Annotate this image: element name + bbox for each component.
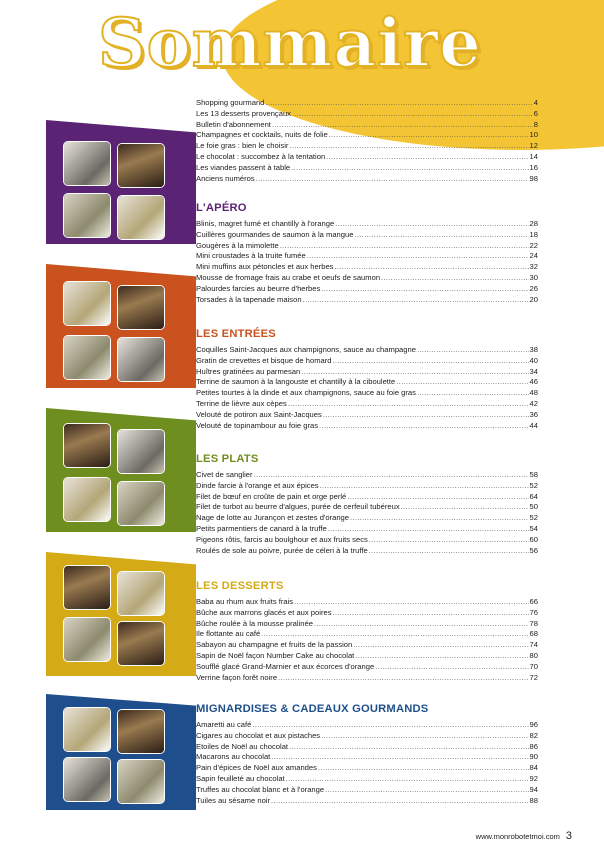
toc-entry[interactable]: Mousse de fromage frais au crabe et oeufs de saumon ..... 30 (196, 273, 538, 284)
toc-entry[interactable]: Etoiles de Noël au chocolat ..... 86 (196, 742, 538, 753)
toc-entry[interactable]: Coquilles Saint-Jacques aux champignons, sauce au champagne ..... 38 (196, 345, 538, 356)
section-heading: LES DESSERTS (196, 580, 284, 592)
page-title: Sommaire (98, 4, 482, 82)
toc-entry[interactable]: Tuiles au sésame noir ..... 88 (196, 796, 538, 807)
section-mignardises (196, 702, 538, 806)
toc-entry[interactable]: Anciens numéros ..... 98 (196, 174, 538, 185)
toc-entry[interactable]: Bûche roulée à la mousse pralinée ..... 78 (196, 619, 538, 630)
toc-entry[interactable]: Filet de bœuf en croûte de pain et orge perlé ..... 64 (196, 492, 538, 503)
toc-entry[interactable]: Le foie gras : bien le choisir ..... 12 (196, 141, 538, 152)
section-entrees (196, 327, 538, 431)
toc-entry[interactable]: Champagnes et cocktails, nuits de folie ..... 10 (196, 130, 538, 141)
photo-torsades (118, 144, 164, 187)
photo-amaretti (64, 708, 110, 751)
toc-entry[interactable]: Verrine façon forêt noire ..... 72 (196, 673, 538, 684)
toc-entry[interactable]: Civet de sanglier ..... 58 (196, 470, 538, 481)
photo-veloute (64, 282, 110, 325)
photo-muffins (64, 194, 110, 237)
section-heading: LES PLATS (196, 453, 259, 465)
photo-cuilleres (118, 196, 164, 239)
toc-entry[interactable]: Velouté de potiron aux Saint-Jacques ..... 36 (196, 410, 538, 421)
toc-entry[interactable]: Les 13 desserts provençaux ..... 6 (196, 109, 538, 120)
toc-entry[interactable]: Sapin de Noël façon Number Cake au chocolat ..... 80 (196, 651, 538, 662)
page-number: 3 (565, 830, 572, 842)
photo-pain-epices (64, 758, 110, 801)
tab-entrees (46, 264, 196, 388)
toc-entry[interactable]: Cuillères gourmandes de saumon à la mangue ..... 18 (196, 230, 538, 241)
section-heading: LES ENTRÉES (196, 328, 276, 340)
toc-entry[interactable]: Roulés de sole au poivre, purée de céleri à la truffe ..... 56 (196, 546, 538, 557)
toc-entry[interactable]: Bûche aux marrons glacés et aux poires ..... 76 (196, 608, 538, 619)
photo-verrine (64, 566, 110, 609)
toc-entry[interactable]: Gratin de crevettes et bisque de homard ..... 40 (196, 356, 538, 367)
toc-entry[interactable]: Pain d'épices de Noël aux amandes ..... 84 (196, 763, 538, 774)
section-heading: L'APÉRO (196, 202, 247, 214)
tab-desserts (46, 552, 196, 676)
photo-ile-flottante (64, 618, 110, 661)
toc-entry[interactable]: Torsades à la tapenade maison ..... 20 (196, 295, 538, 306)
section-heading: MIGNARDISES & CADEAUX GOURMANDS (196, 703, 429, 715)
toc-entry[interactable]: Sabayon au champagne et fruits de la passion ..... 74 (196, 640, 538, 651)
toc-entry[interactable]: Les viandes passent à table ..... 16 (196, 163, 538, 174)
toc-entry[interactable]: Bulletin d'abonnement ..... 8 (196, 120, 538, 131)
photo-sabayon (118, 572, 164, 615)
toc-entry[interactable]: Le chocolat : succombez à la tentation ..... 14 (196, 152, 538, 163)
photo-lotte (64, 478, 110, 521)
toc-entry[interactable]: Filet de turbot au beurre d'algues, purée de cerfeuil tubéreux ..... 50 (196, 502, 538, 513)
toc-entry[interactable]: Soufflé glacé Grand-Marnier et aux écorces d'orange ..... 70 (196, 662, 538, 673)
tab-apero (46, 120, 196, 244)
toc-entry[interactable]: Shopping gourmand ..... 4 (196, 98, 538, 109)
photo-terrine (118, 338, 164, 381)
toc-entry[interactable]: Terrine de saumon à la langouste et chantilly à la ciboulette ..... 46 (196, 377, 538, 388)
photo-baba (118, 622, 164, 665)
page-footer (476, 830, 572, 842)
photo-cigares (118, 710, 164, 753)
photo-dinde (118, 482, 164, 525)
toc-entry[interactable]: Ile flottante au café ..... 68 (196, 629, 538, 640)
intro-list (196, 98, 538, 184)
tab-mignardises (46, 694, 196, 810)
toc-entry[interactable]: Blinis, magret fumé et chantilly à l'orange ..... 28 (196, 219, 538, 230)
toc-entry[interactable]: Nage de lotte au Jurançon et zestes d'orange ..... 52 (196, 513, 538, 524)
toc-entry[interactable]: Gougères à la mimolette ..... 22 (196, 241, 538, 252)
photo-tourtes (118, 286, 164, 329)
section-desserts (196, 579, 538, 683)
photo-macarons (118, 760, 164, 803)
toc-entry[interactable]: Macarons au chocolat ..... 90 (196, 752, 538, 763)
toc-entry[interactable]: Amaretti au café ..... 96 (196, 720, 538, 731)
tab-plats (46, 408, 196, 532)
toc-entry[interactable]: Pigeons rôtis, farcis au boulghour et aux fruits secs ..... 60 (196, 535, 538, 546)
toc-entry[interactable]: Mini muffins aux pétoncles et aux herbes ..... 32 (196, 262, 538, 273)
photo-gratin (64, 336, 110, 379)
toc-entry[interactable]: Palourdes farcies au beurre d'herbes ..... 26 (196, 284, 538, 295)
section-apero (196, 201, 538, 305)
photo-civet (64, 424, 110, 467)
website-link[interactable]: www.monrobotetmoi.com (475, 832, 560, 841)
toc-entry[interactable]: Mini croustades à la truite fumée ..... 24 (196, 251, 538, 262)
toc-entry[interactable]: Petites tourtes à la dinde et aux champignons, sauce au foie gras ..... 48 (196, 388, 538, 399)
toc-entry[interactable]: Sapin feuilleté au chocolat ..... 92 (196, 774, 538, 785)
toc-entry[interactable]: Velouté de topinambour au foie gras ..... 44 (196, 421, 538, 432)
section-plats (196, 452, 538, 556)
toc-entry[interactable]: Cigares au chocolat et aux pistaches ..... 82 (196, 731, 538, 742)
toc-entry[interactable]: Truffes au chocolat blanc et à l'orange ..... 94 (196, 785, 538, 796)
toc-entry[interactable]: Baba au rhum aux fruits frais ..... 66 (196, 597, 538, 608)
toc-entry[interactable]: Petits parmentiers de canard à la truffe ..... 54 (196, 524, 538, 535)
toc-entry[interactable]: Dinde farcie à l'orange et aux épices ..... 52 (196, 481, 538, 492)
toc-entry[interactable]: Huîtres gratinées au parmesan ..... 34 (196, 367, 538, 378)
photo-turbot (118, 430, 164, 473)
photo-huitres (64, 142, 110, 185)
toc-entry[interactable]: Terrine de lièvre aux cèpes ..... 42 (196, 399, 538, 410)
